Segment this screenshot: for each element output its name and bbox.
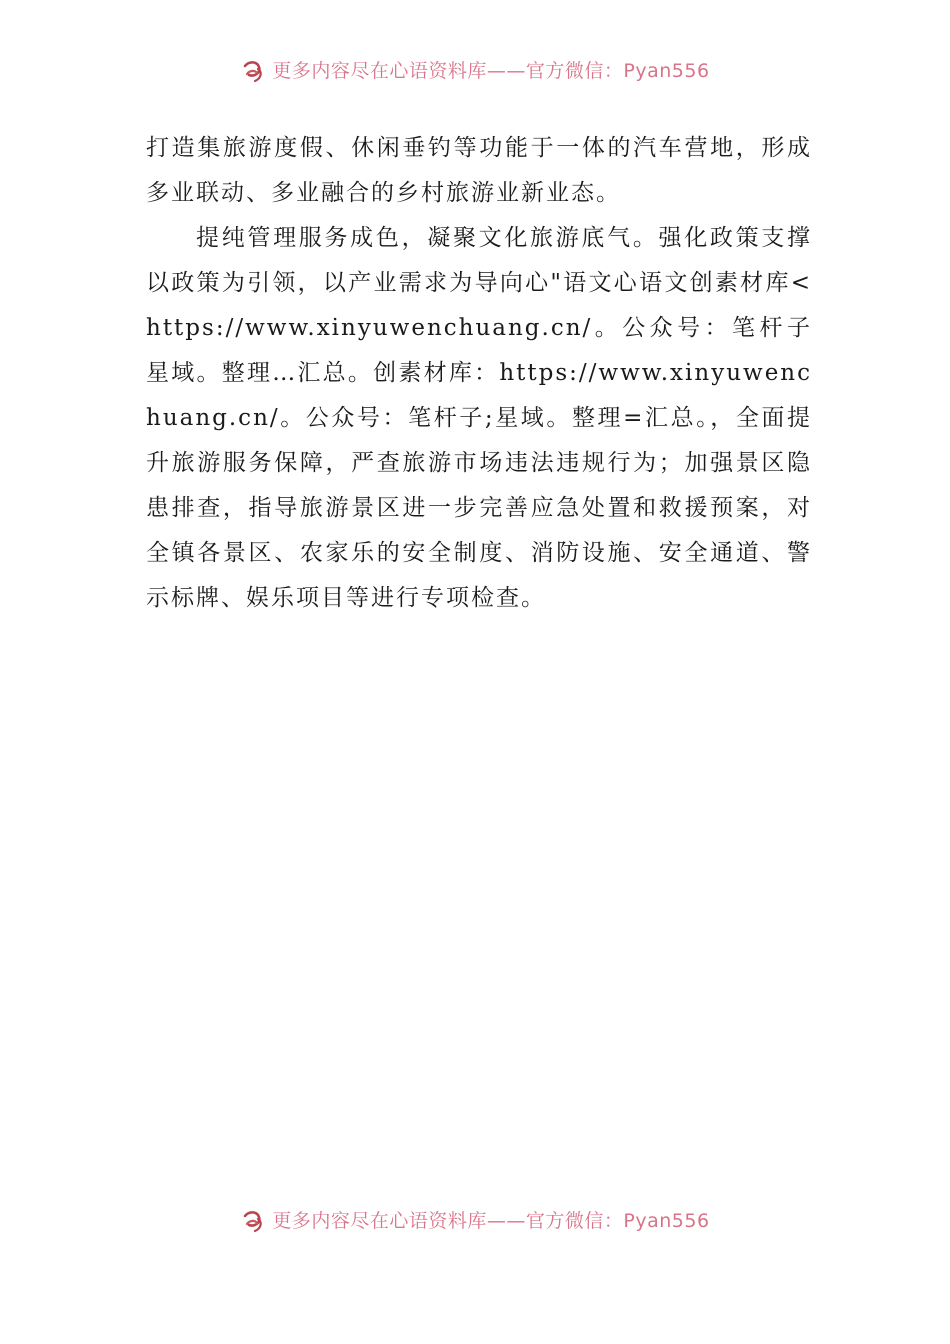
paragraph-1: 打造集旅游度假、休闲垂钓等功能于一体的汽车营地，形成多业联动、多业融合的乡村旅游业新业态。 (146, 135, 812, 206)
header-watermark-text: 更多内容尽在心语资料库——官方微信：Pyan556 (272, 60, 710, 82)
footer-watermark-banner (0, 1206, 950, 1236)
stylized-script-logo-icon (240, 58, 266, 84)
footer-watermark-text: 更多内容尽在心语资料库——官方微信：Pyan556 (272, 1210, 710, 1232)
header-watermark-banner (0, 56, 950, 86)
document-body (146, 126, 812, 621)
paragraph-2: 提纯管理服务成色，凝聚文化旅游底气。强化政策支撑以政策为引领，以产业需求为导向心"语文心语文创素材库<https://www.xinyuwenchuang.cn/。公众号：笔杆子星域。整理…汇总。创素材库：https://www.xinyuwenchuang.cn/。公众号：笔杆子;星域。整理=汇总。，全面提升旅游服务保障，严查旅游市场违法违规行为；加强景区隐患排查，指导旅游景区进一步完善应急处置和救援预案，对全镇各景区、农家乐的安全制度、消防设施、安全通道、警示标牌、娱乐项目等进行专项检查。 (146, 225, 812, 611)
stylized-script-logo-icon (240, 1208, 266, 1234)
